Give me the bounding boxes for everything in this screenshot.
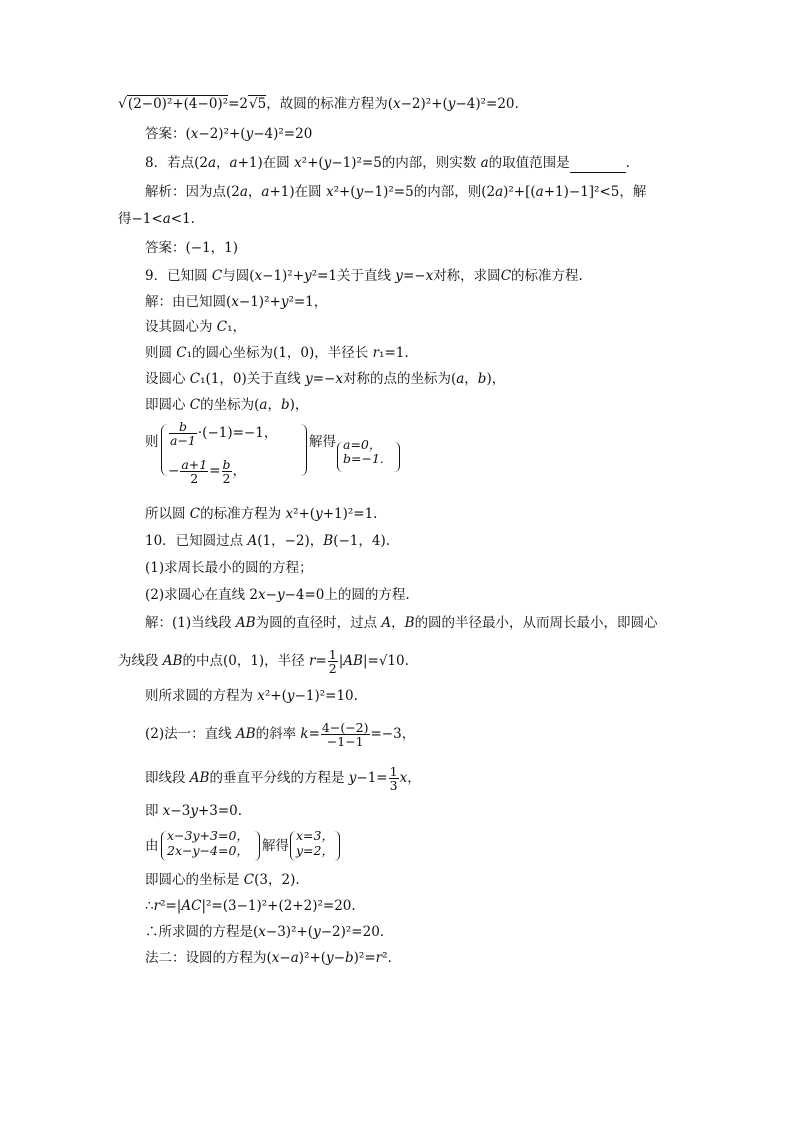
text-line: (2)法一：直线 AB的斜率 k= $\frac{4-(-2)}{-1-1}$ =−3， [145, 720, 416, 749]
right-brace [394, 442, 400, 472]
text-line: √(2−0)²+(4−0)²=2√5，故圆的标准方程为(x−2)²+(y−4)²=20. [118, 96, 519, 112]
text-line: 则所求圆的方程为 x²+(y−1)²=10. [145, 688, 358, 704]
answer-blank [570, 158, 626, 173]
text-line: 解析：因为点(2a，a+1)在圆 x²+(y−1)²=5的内部，则(2a)²+[(a+1)−1]²<5，解 [145, 184, 647, 200]
text-line: 解：由已知圆(x−1)²+y²=1， [145, 294, 328, 310]
text-line: (1)求周长最小的圆的方程； [145, 560, 313, 576]
text-line: 所以圆 C的标准方程为 x²+(y+1)²=1. [145, 506, 378, 522]
right-brace [254, 831, 260, 861]
text-line: 设其圆心为 C₁， [145, 319, 247, 335]
text-line: ∴所求圆的方程是(x−3)²+(y−2)²=20. [145, 924, 385, 940]
question-10: 10．已知圆过点 A(1，−2)，B(−1，4). [145, 533, 391, 549]
left-brace [161, 424, 168, 476]
question-9: 9．已知圆 C与圆(x−1)²+y²=1关于直线 y=−x对称，求圆C的标准方程. [145, 268, 583, 284]
text-line: ∴r²=|AC|²=(3−1)²+(2+2)²=20. [145, 898, 356, 914]
text-line: 解：(1)当线段 AB为圆的直径时，过点 A，B的圆的半径最小，从而周长最小，即圆心 [145, 615, 658, 631]
text-line: 即圆心的坐标是 C(3，2). [145, 872, 300, 888]
right-brace [300, 424, 307, 476]
text-line: 法二：设圆的方程为(x−a)²+(y−b)²=r². [145, 950, 392, 966]
question-8: 8．若点(2a，a+1)在圆 x²+(y−1)²=5的内部，则实数 a的取值范围是 . [145, 155, 630, 171]
answer-line: 答案：(−1，1) [145, 240, 239, 256]
text-line: 即 x−3y+3=0. [145, 803, 243, 819]
text-line: (2)求圆心在直线 2x−y−4=0上的圆的方程. [145, 587, 410, 603]
text-line: 则圆 C₁的圆心坐标为(1，0)，半径长 r₁=1. [145, 345, 409, 361]
right-brace [334, 831, 340, 861]
text-line: 即线段 AB的垂直平分线的方程是 y−1= $\frac{1}{3}$ x， [145, 764, 421, 793]
text-line: 为线段 AB的中点(0，1)，半径 r= $\frac{1}{2}$ |AB|=√10. [118, 647, 409, 676]
text-line: 设圆心 C₁(1，0)关于直线 y=−x对称的点的坐标为(a，b)， [145, 371, 506, 387]
text-line: 得−1<a<1. [118, 211, 195, 227]
text-line: 即圆心 C的坐标为(a，b)， [145, 397, 309, 413]
answer-line: 答案：(x−2)²+(y−4)²=20 [145, 126, 313, 142]
